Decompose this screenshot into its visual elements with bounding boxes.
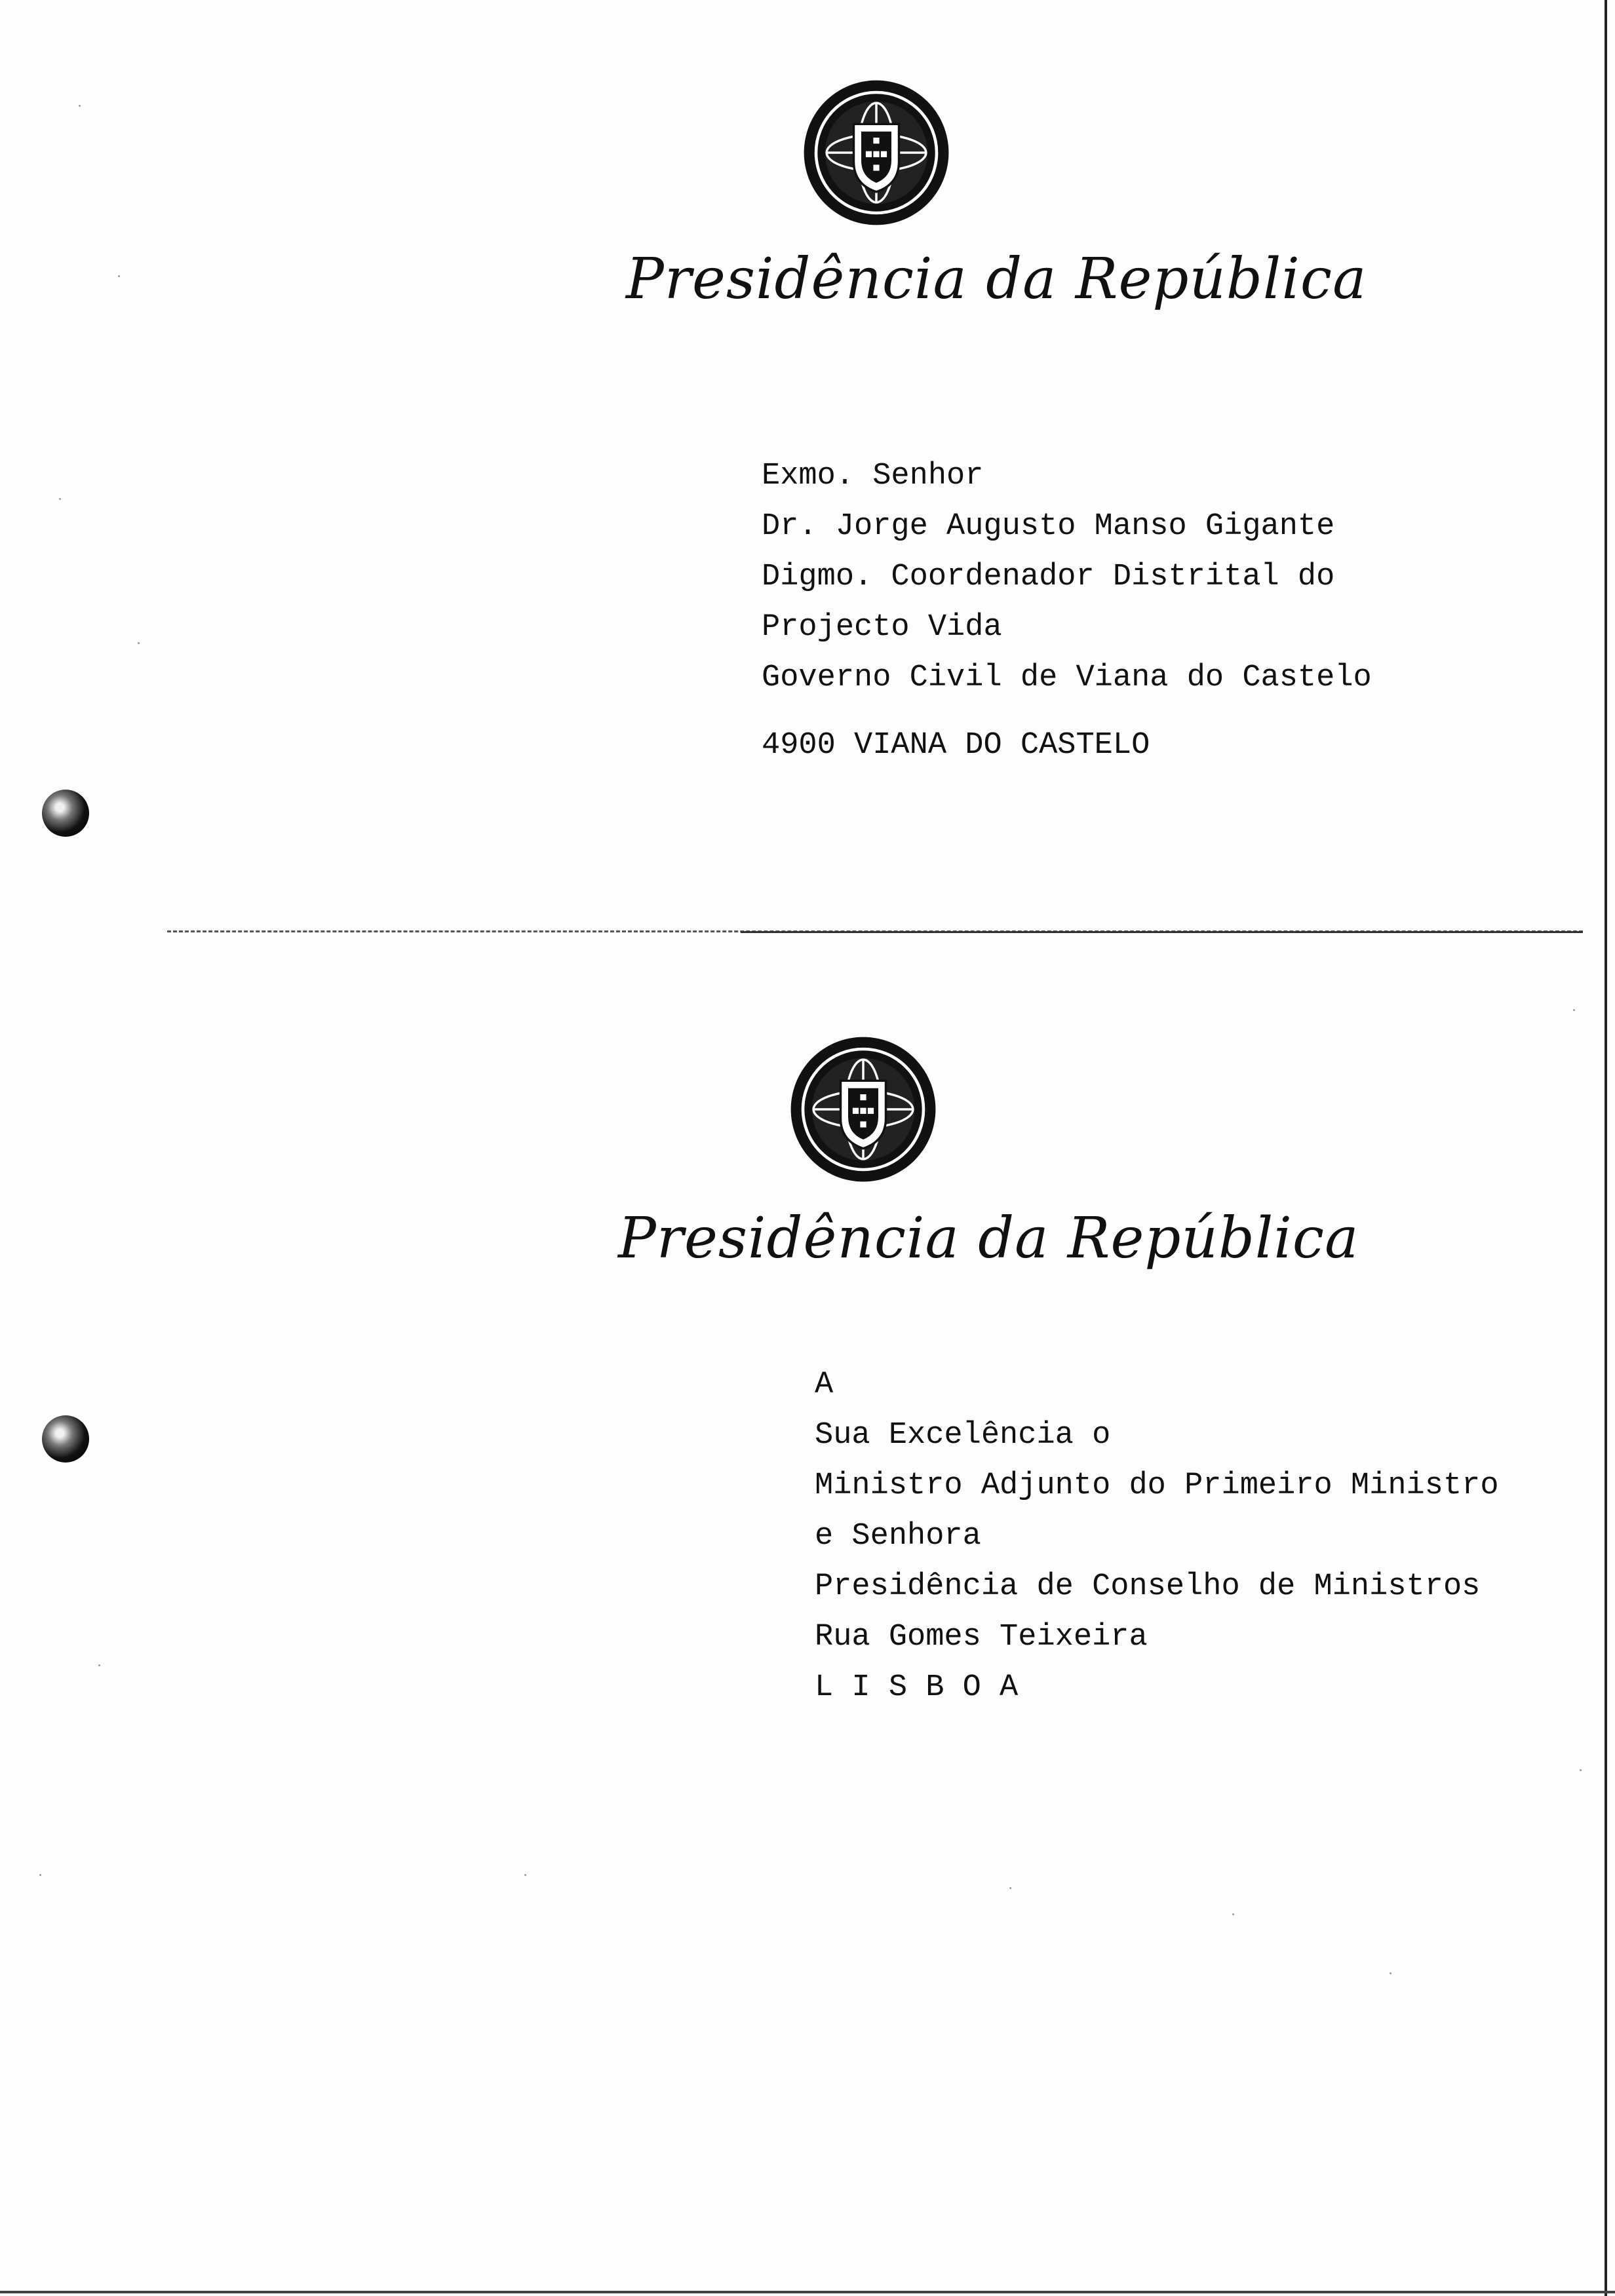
address-line: e Senhora	[815, 1519, 981, 1554]
scan-speck	[1573, 1009, 1575, 1011]
page-edge-bottom	[0, 2291, 1615, 2293]
page-edge-right	[1605, 0, 1607, 2296]
envelope-divider-solid	[741, 931, 1583, 933]
address-line: A	[815, 1368, 834, 1402]
address-line: Ministro Adjunto do Primeiro Ministro	[815, 1468, 1499, 1503]
scan-speck	[79, 105, 81, 107]
scan-speck	[524, 1874, 526, 1876]
punch-hole-icon	[42, 790, 89, 837]
address-line: Projecto Vida	[762, 610, 1002, 645]
scan-speck	[118, 275, 120, 277]
scan-speck	[1390, 1972, 1391, 1974]
address-line: Sua Excelência o	[815, 1418, 1111, 1453]
scan-speck	[59, 498, 61, 500]
address-line: Digmo. Coordenador Distrital do	[762, 560, 1335, 594]
scan-speck	[98, 1664, 100, 1666]
scan-speck	[138, 642, 140, 644]
envelope-1-address-block	[762, 451, 1372, 771]
scan-speck	[1009, 1887, 1011, 1889]
punch-hole-icon	[42, 1415, 89, 1463]
address-line: L I S B O A	[815, 1670, 1019, 1705]
scan-speck	[39, 1874, 41, 1876]
envelope-2-address-block	[815, 1360, 1499, 1713]
address-line: Exmo. Senhor	[762, 459, 984, 493]
address-line: Dr. Jorge Augusto Manso Gigante	[762, 509, 1335, 544]
address-line: Governo Civil de Viana do Castelo	[762, 660, 1372, 695]
address-line: Rua Gomes Teixeira	[815, 1620, 1148, 1655]
coat-of-arms-seal-icon	[801, 77, 952, 228]
postal-line: 4900 VIANA DO CASTELO	[762, 728, 1150, 763]
letterhead-institution-name: Presidência da República	[626, 246, 1367, 312]
scan-speck	[1580, 1769, 1582, 1771]
scan-speck	[1232, 1913, 1234, 1915]
letterhead-institution-name: Presidência da República	[618, 1206, 1359, 1271]
coat-of-arms-seal-icon	[788, 1034, 939, 1185]
address-line: Presidência de Conselho de Ministros	[815, 1569, 1481, 1604]
